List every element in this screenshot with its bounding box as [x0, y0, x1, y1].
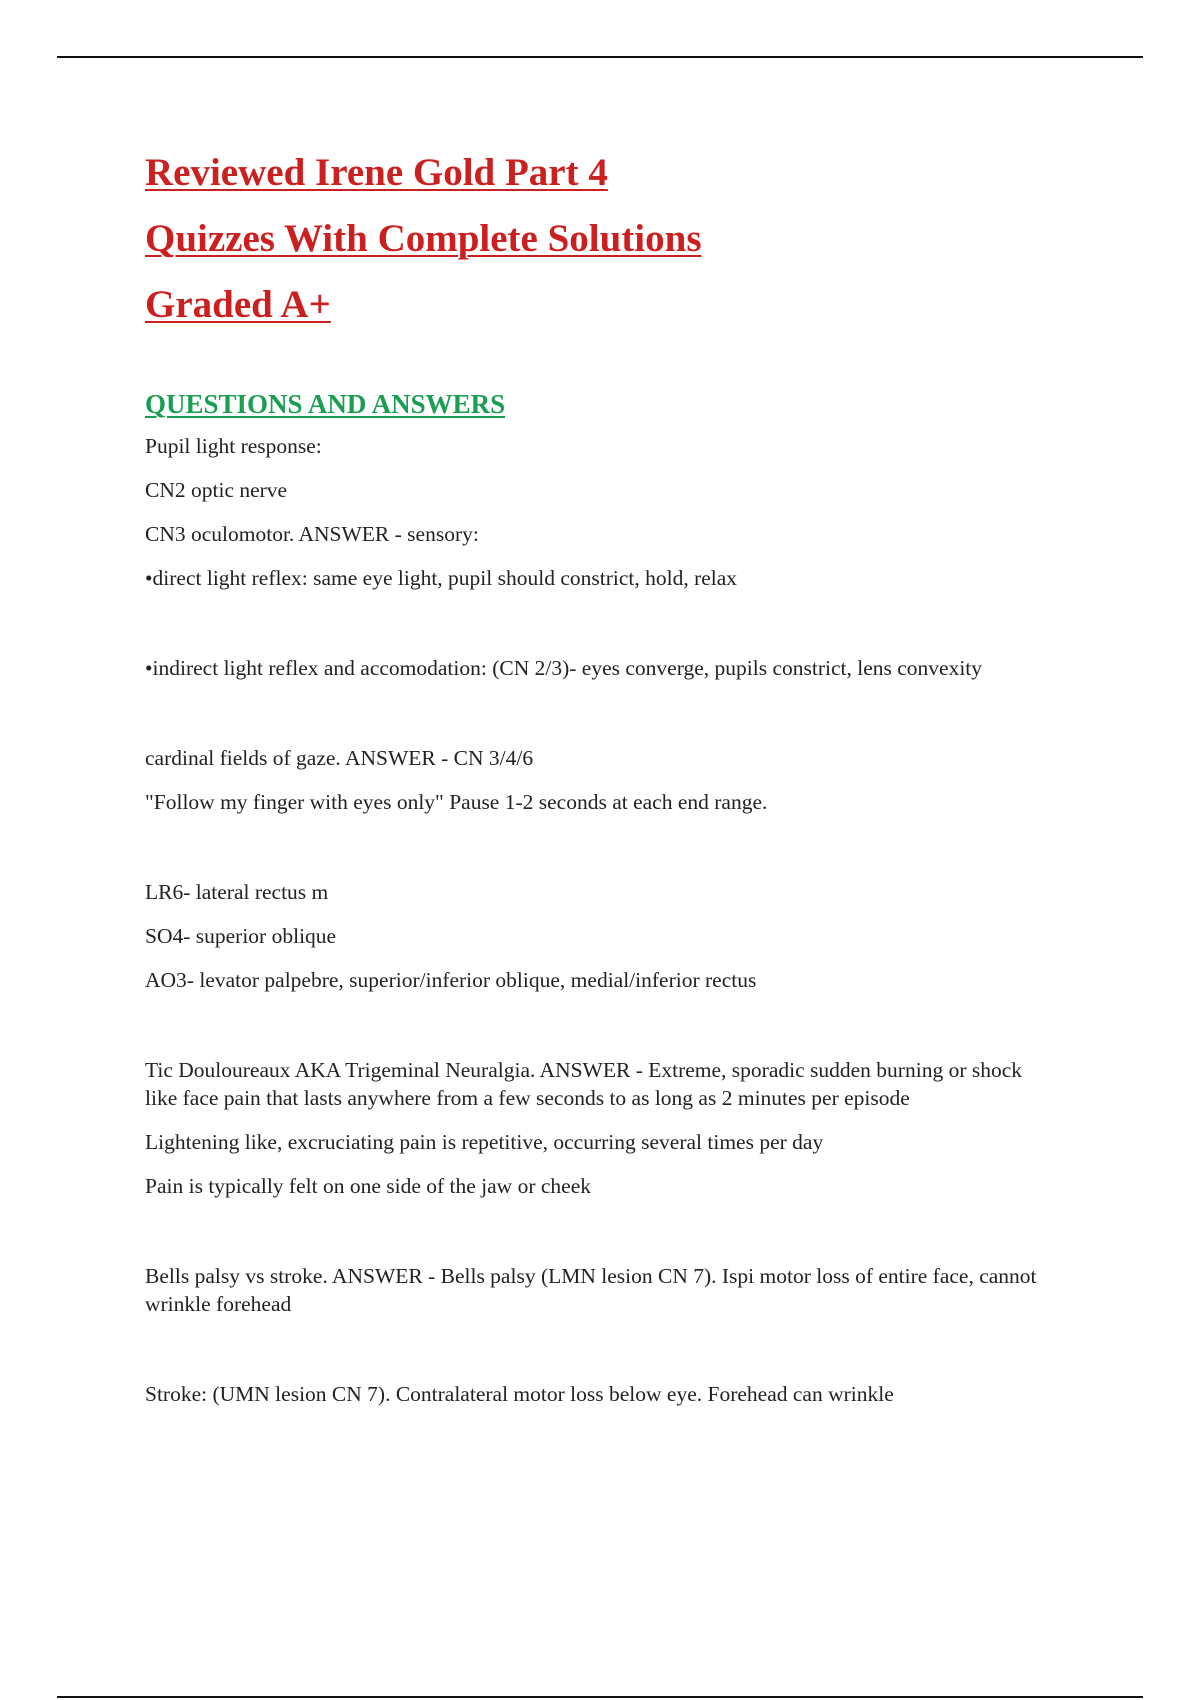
paragraph: Tic Douloureaux AKA Trigeminal Neuralgia. ANSWER - Extreme, sporadic sudden burning or shock like face pain that lasts anywhere from a few seconds to as long as 2 minutes per episode	[145, 1058, 1023, 1111]
paragraph: SO4- superior oblique	[145, 924, 337, 949]
paragraph: Bells palsy vs stroke. ANSWER - Bells palsy (LMN lesion CN 7). Ispi motor loss of entire face, cannot wrinkle forehead	[145, 1264, 1037, 1317]
paragraph: AO3- levator palpebre, superior/inferior oblique, medial/inferior rectus	[145, 968, 757, 993]
paragraph: LR6- lateral rectus m	[145, 880, 329, 905]
document-title	[145, 140, 1045, 338]
title-line-1: Reviewed Irene Gold Part 4	[145, 151, 608, 194]
paragraph: Stroke: (UMN lesion CN 7). Contralateral motor loss below eye. Forehead can wrinkle	[145, 1382, 894, 1407]
top-rule	[57, 56, 1143, 58]
paragraph: cardinal fields of gaze. ANSWER - CN 3/4/6	[145, 746, 534, 771]
paragraph: •indirect light reflex and accomodation: (CN 2/3)- eyes converge, pupils constrict, lens convexity	[145, 656, 983, 681]
paragraph: Pupil light response:	[145, 434, 322, 459]
bottom-rule	[57, 1696, 1143, 1698]
document-body	[145, 140, 1045, 1408]
paragraph: Pain is typically felt on one side of the jaw or cheek	[145, 1174, 591, 1199]
title-line-2: Quizzes With Complete Solutions	[145, 217, 702, 260]
section-heading: QUESTIONS AND ANSWERS	[145, 389, 506, 419]
paragraph: CN3 oculomotor. ANSWER - sensory:	[145, 522, 479, 547]
paragraph: CN2 optic nerve	[145, 478, 288, 503]
paragraph: "Follow my finger with eyes only" Pause 1-2 seconds at each end range.	[145, 790, 768, 815]
paragraph: Lightening like, excruciating pain is repetitive, occurring several times per day	[145, 1130, 824, 1155]
title-line-3: Graded A+	[145, 283, 331, 326]
qa-list	[145, 432, 1045, 1408]
paragraph: •direct light reflex: same eye light, pupil should constrict, hold, relax	[145, 566, 738, 591]
